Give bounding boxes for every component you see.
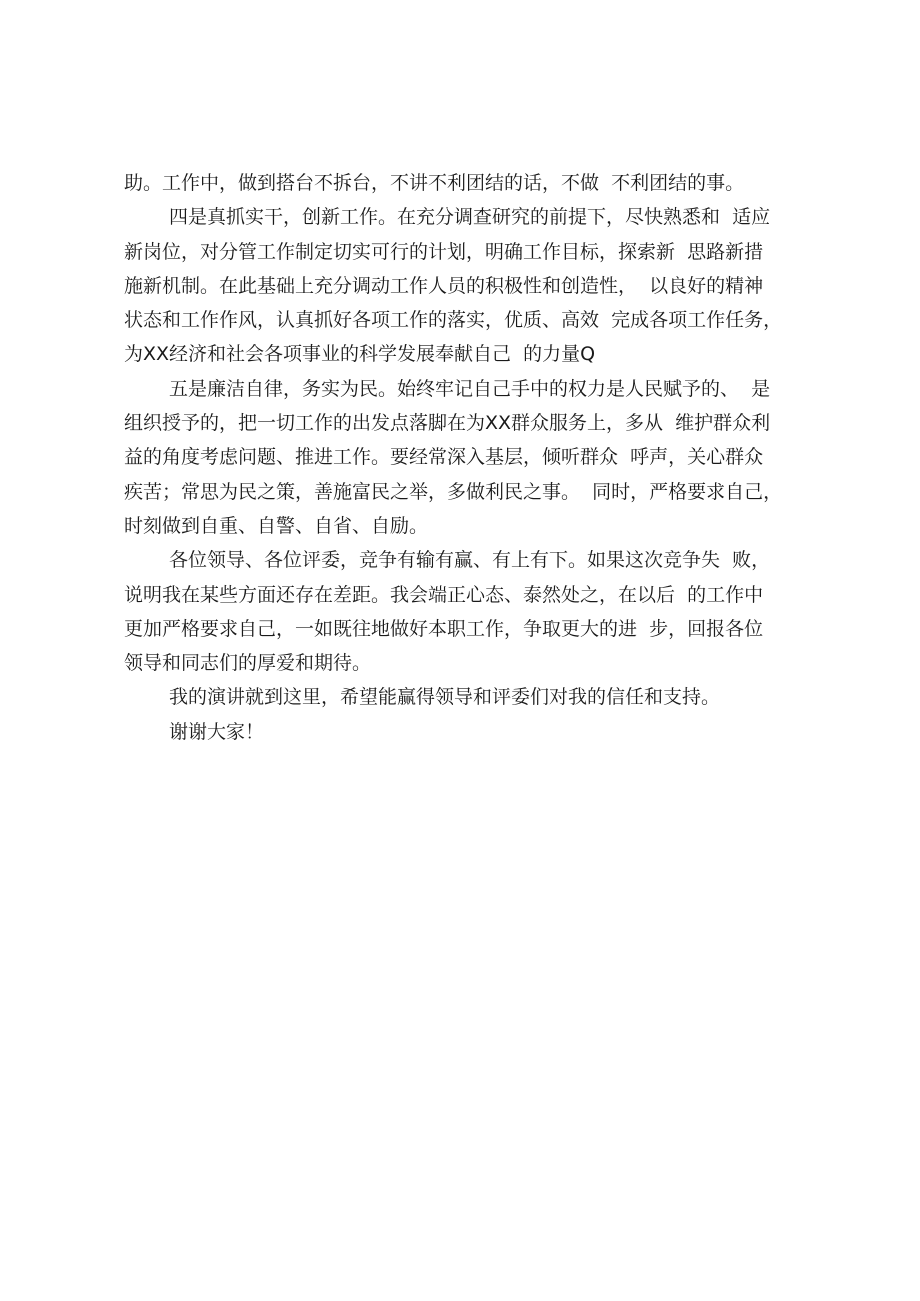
text-line: 疾苦；常思为民之策，善施富民之举，多做利民之事。 同时，严格要求自己， — [124, 480, 783, 503]
text-line: 施新机制。在此基础上充分调动工作人员的积极性和创造性， 以良好的精神 — [124, 274, 764, 297]
text-line: 为XX经济和社会各项事业的科学发展奉献自己 的力量Q — [124, 343, 596, 366]
text-line: 说明我在某些方面还存在差距。我会端正心态、泰然处之，在以后 的工作中 — [124, 583, 764, 606]
paragraph-start-line: 各位领导、各位评委，竞争有输有赢、有上有下。如果这次竞争失 败， — [169, 549, 771, 572]
text-line: 时刻做到自重、自警、自省、自励。 — [124, 514, 429, 537]
paragraph-start-line: 我的演讲就到这里，希望能赢得领导和评委们对我的信任和支持。 — [169, 686, 721, 709]
text-line: 新岗位，对分管工作制定切实可行的计划，明确工作目标，探索新 思路新措 — [124, 240, 764, 263]
text-line: 更加严格要求自己，一如既往地做好本职工作，争取更大的进 步，回报各位 — [124, 617, 764, 640]
text-line: 状态和工作作风，认真抓好各项工作的落实，优质、高效 完成各项工作任务， — [124, 309, 783, 332]
paragraph-start-line: 四是真抓实干，创新工作。在充分调查研究的前提下，尽快熟悉和 适应 — [169, 206, 771, 229]
text-line: 助。工作中，做到搭台不拆台，不讲不利团结的话，不做 不利团结的事。 — [124, 172, 745, 194]
paragraph-start-line: 五是廉洁自律，务实为民。始终牢记自己手中的权力是人民赋予的、 是 — [169, 377, 771, 400]
text-line: 组织授予的，把一切工作的出发点落脚在为XX群众服务上，多从 维护群众利 — [124, 412, 771, 435]
text-line: 领导和同志们的厚爱和期待。 — [124, 652, 372, 675]
text-line: 益的角度考虑问题、推进工作。要经常深入基层，倾听群众 呼声，关心群众 — [124, 446, 764, 469]
closing-line: 谢谢大家！ — [169, 720, 265, 743]
document-body — [124, 166, 824, 749]
